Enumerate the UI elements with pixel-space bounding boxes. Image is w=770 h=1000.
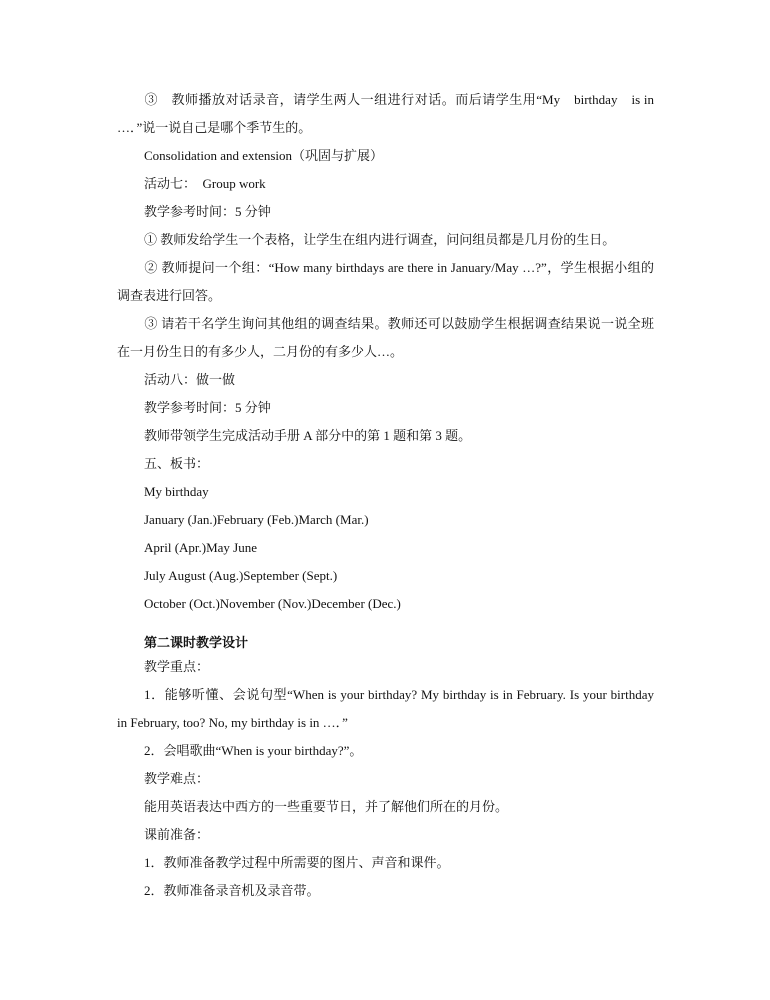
blackboard-heading: 五、板书： [144,456,210,471]
difficulties-label: 教学难点： [144,771,210,786]
board-months-row-1: January (Jan.)February (Feb.)March (Mar.) [144,512,369,527]
paragraph-recording-dialogue [117,86,654,142]
reference-time-2: 教学参考时间：5 分钟 [144,400,271,415]
preparation-item-1: 1．教师准备教学过程中所需要的图片、声音和课件。 [144,855,450,870]
paragraph-text: ③ 教师播放对话录音，请学生两人一组进行对话。而后请学生用“My birthday is in …．”说一说自己是哪个季节生的。 [117,92,654,135]
board-months-row-3: July August (Aug.)September (Sept.) [144,568,338,583]
paragraph-text: ③ 请若干名学生询问其他组的调查结果。教师还可以鼓励学生根据调查结果说一说全班在一月份生日的有多少人，二月份的有多少人…。 [117,316,654,359]
step-survey: ① 教师发给学生一个表格，让学生在组内进行调查，问问组员都是几月份的生日。 [144,232,616,247]
preparation-item-2: 2．教师准备录音机及录音带。 [144,883,320,898]
difficulty-text: 能用英语表达中西方的一些重要节日，并了解他们所在的月份。 [144,799,509,814]
preparation-label: 课前准备： [144,827,210,842]
paragraph-key-point-1 [117,681,654,737]
activity-seven-title: 活动七： Group work [144,176,266,191]
second-lesson-heading: 第二课时教学设计 [144,635,249,650]
board-months-row-4: October (Oct.)November (Nov.)December (Dec.) [144,596,401,611]
board-title: My birthday [144,484,209,499]
board-months-row-2: April (Apr.)May June [144,540,258,555]
workbook-task: 教师带领学生完成活动手册 A 部分中的第 1 题和第 3 题。 [144,428,472,443]
paragraph-text: 1．能够听懂、会说句型“When is your birthday? My birthday is in February. Is your birthday in February, too? No, my birthday is in …．” [117,687,654,730]
activity-eight-title: 活动八：做一做 [144,372,236,387]
key-points-label: 教学重点： [144,659,210,674]
paragraph-teacher-question [117,254,654,310]
key-point-2: 2．会唱歌曲“When is your birthday?”。 [144,743,363,758]
section-consolidation: Consolidation and extension（巩固与扩展） [144,148,384,163]
paragraph-survey-results [117,310,654,366]
paragraph-text: ② 教师提问一个组：“How many birthdays are there in January/May …?”，学生根据小组的调查表进行回答。 [117,260,654,303]
reference-time-1: 教学参考时间：5 分钟 [144,204,271,219]
